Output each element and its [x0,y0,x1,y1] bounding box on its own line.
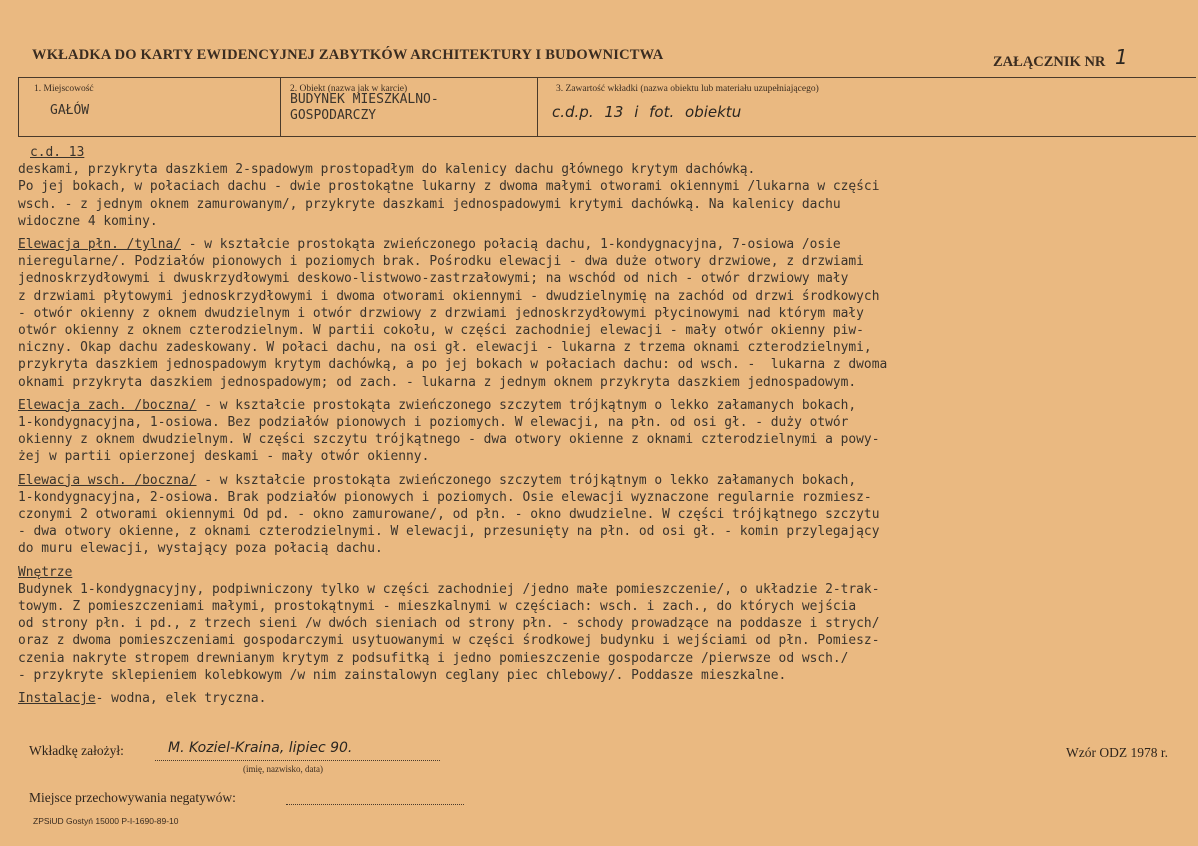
author-value: M. Koziel-Kraina, lipiec 90. [168,740,353,756]
paragraph-line: - w kształcie prostokąta zwieńczonego szczytem trójkątnym o lekko załamanych bokach, [196,472,857,488]
paragraph-line: jednoskrzydłowymi i dwuskrzydłowymi deskowo-listwowo-zastrzałowymi; na wschód od nich - otwór drzwiowy mały [18,271,849,287]
paragraph-line: towym. Z pomieszczeniami małymi, prostokątnymi - mieszkalnymi w częściach: wsch. i zach., do których wejścia [18,599,857,615]
content-label: 3. Zawartość wkładki (nazwa obiektu lub materiału uzupełniającego) [556,84,819,94]
document-title: WKŁADKA DO KARTY EWIDENCYJNEJ ZABYTKÓW ARCHITEKTURY I BUDOWNICTWA [32,47,664,63]
field-box-bottom-rule [18,136,1196,137]
field-divider-2 [537,77,538,137]
paragraph-line: - otwór okienny z oknem dwudzielnym i otwór drzwiowy z drzwiami jednoskrzydłowymi płycinowymi nad którym mały [18,305,864,321]
heading-interior: Wnętrze [18,564,73,580]
paragraph-line: otwór okienny z oknem czterodzielnym. W partii cokołu, w części zachodniej elewacji - mały otwór okienny piw- [18,323,864,339]
heading-installations: Instalacje [18,691,96,707]
object-value-line2: GOSPODARCZY [290,108,377,123]
author-hint: (imię, nazwisko, data) [243,764,323,774]
paragraph-line: niczny. Okap dachu zadeskowany. W połaci dachu, na osi gł. elewacji - lukarna z trzema oknami czterodzielnymi, [18,340,872,356]
attachment-number [993,47,1128,71]
paragraph-line: okienny z oknem dwudzielnym. W części szczytu trójkątnego - dwa otwory okienne z oknami czterodzielnymi a powy- [18,432,880,448]
field-divider-1 [280,77,281,137]
form-model: Wzór ODZ 1978 r. [1066,745,1168,760]
paragraph-line: żej w partii opierzonej deskami - mały otwór okienny. [18,449,430,465]
paragraph-line: - w kształcie prostokąta zwieńczonego szczytem trójkątnym o lekko załamanych bokach, [196,397,857,413]
locality-label: 1. Miejscowość [34,84,94,94]
paragraph-line: przykryta daszkiem jednospadowym krytym dachówką, a po jej bokach w połaciach dachu: od wsch. - lukarna z dwoma [18,357,888,373]
object-label: 2. Obiekt (nazwa jak w karcie) [290,84,408,94]
paragraph-line: od strony płn. i pd., z trzech sieni /w dwóch sieniach od strony płn. - schody prowadzące na poddasze i strych/ [18,616,880,632]
paragraph-line: oraz z dwoma pomieszczeniami gospodarczymi usytuowanymi w części środkowej budynku i wejściami od płn. Pomiesz- [18,633,880,649]
paragraph-line: 1-kondygnacyjna, 2-osiowa. Brak podziałów pionowych i poziomych. Osie elewacji wyznaczone regularnie rozmiesz- [18,489,872,505]
description-body [18,144,1188,707]
paragraph-line: czenia nakryte stropem drewnianym krytym z podsufitką i jedno pomieszczenie gospodarcze /pierwsze od wsch./ [18,650,849,666]
locality-value: GAŁÓW [50,103,90,118]
attachment-label: ZAŁĄCZNIK NR [993,54,1106,70]
heading-west-elevation: Elewacja zach. /boczna/ [18,397,197,413]
paragraph-line: - przykryte sklepieniem kolebkowym /w nim zainstalowyn ceglany piec chlebowy/. Poddasze mieszkalne. [18,667,787,683]
continuation-note: c.d. 13 [30,145,85,160]
paragraph-line: - wodna, elek tryczna. [95,691,267,707]
paragraph-line: wsch. - z jednym oknem zamurowanym/, przykryte daszkami jednospadowymi krytymi dachówką. Na kalenicy dachu [18,196,841,212]
negatives-line [286,804,464,805]
heading-east-elevation: Elewacja wsch. /boczna/ [18,472,197,488]
paragraph-line: oknami przykryta daszkiem jednospadowym; od zach. - lukarna z jednym oknem przykryta daszkiem jednospadowym. [18,374,857,390]
paragraph-line: Po jej bokach, w połaciach dachu - dwie prostokątne lukarny z dwoma małymi otworami okiennymi /lukarna w części [18,179,880,195]
paragraph-line: widoczne 4 kominy. [18,213,158,229]
heading-north-elevation: Elewacja płn. /tylna/ [18,237,181,253]
paragraph-line: z drzwiami płytowymi jednoskrzydłowymi i dwoma otworami okiennymi - dwudzielnymię na zachód od drzwi środkowych [18,288,880,304]
field-box-top-rule [18,77,1196,78]
paragraph-line: 1-kondygnacyjna, 1-osiowa. Bez podziałów pionowych i poziomych. W elewacji, na płn. od osi gł. - duży otwór [18,415,849,431]
paragraph-line: do muru elewacji, wystający poza połacią dachu. [18,541,383,557]
paragraph-line: deskami, przykryta daszkiem 2-spadowym prostopadłym do kalenicy dachu głównego krytym dachówką. [18,162,756,178]
object-value-line1: BUDYNEK MIESZKALNO- [290,92,439,107]
paragraph-line: - dwa otwory okienne, z oknami czterodzielnymi. W elewacji, przesunięty na płn. od osi gł. - komin przylegający [18,524,880,540]
field-box-left-rule [18,77,19,137]
print-code: ZPSiUD Gostyń 15000 P-I-1690-89-10 [33,816,179,826]
content-value: c.d.p. 13 i fot. obiektu [552,103,742,121]
author-line [155,760,440,761]
attachment-number-value: 1 [1115,45,1128,69]
paragraph-line: czonymi 2 otworami okiennymi Od pd. - okno zamurowane/, od płn. - okno dwudzielne. W części trójkątnego szczytu [18,507,880,523]
negatives-label: Miejsce przechowywania negatywów: [29,790,236,805]
paragraph-line: Budynek 1-kondygnacyjny, podpiwniczony tylko w części zachodniej /jedno małe pomieszczenie/, o układzie 2-trak- [18,581,880,597]
paragraph-line: nieregularne/. Podziałów pionowych i poziomych brak. Pośrodku elewacji - dwa duże otwory drzwiowe, z drzwiami [18,254,864,270]
paragraph-line: - w kształcie prostokąta zwieńczonego połacią dachu, 1-kondygnacyjna, 7-osiowa /osie [180,237,841,253]
author-label: Wkładkę założył: [29,743,124,758]
